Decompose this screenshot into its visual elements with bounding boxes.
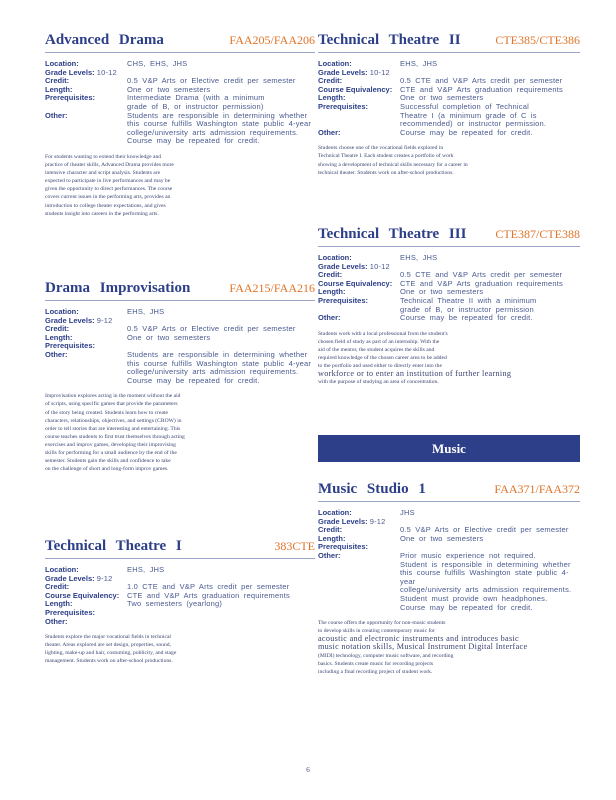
course-advanced-drama — [45, 32, 315, 218]
prerequisites-label: Prerequisites: — [318, 542, 369, 552]
other-value: Prior music experience not required. Student is responsible in determining whether this course fulfills Washington state public 4-year college/university arts admission requirements. Student must provide own headphones. Course may be repeated for credit. — [400, 550, 572, 612]
location-label: Location: — [318, 508, 352, 517]
prerequisites-label: Prerequisites: — [45, 93, 96, 103]
course-code: CTE387/CTE388 — [495, 227, 580, 241]
course-title: Technical Theatre I — [45, 538, 182, 554]
length-value: One or two semesters — [127, 332, 211, 342]
course-title: Technical Theatre II — [318, 32, 461, 48]
other-label: Other: — [318, 550, 341, 560]
credit-value: 0.5 V&P Arts or Elective credit per semester — [127, 324, 296, 334]
course-description: Students work with a local professional from the student's chosen field of study as part of an internship. With the aid of the mentor, the student acquires the skills and required knowledge of the chosen career area to be added to the portfolio and used either to directly enter into the workforce or to enter an institution of further learning with the purpose of studying an area of concentration. — [318, 330, 512, 386]
credit-label: Credit: — [318, 76, 343, 86]
length-label: Length: — [318, 533, 346, 543]
course-technical-theatre-3 — [318, 226, 580, 386]
location-label: Location: — [318, 253, 352, 262]
course-equivalency-label: Course Equivalency: — [318, 278, 393, 288]
course-fields — [318, 254, 580, 323]
length-value: One or two semesters — [400, 533, 484, 543]
length-value: One or two semesters — [400, 287, 484, 297]
length-label: Length: — [45, 332, 73, 342]
credit-value: 0.5 CTE and V&P Arts credit per semester — [400, 76, 563, 86]
course-fields — [45, 566, 315, 626]
length-label: Length: — [45, 599, 73, 609]
course-header — [318, 481, 580, 502]
course-code: FAA371/FAA372 — [494, 482, 580, 496]
course-equivalency-value: CTE and V&P Arts graduation requirements — [127, 590, 290, 600]
location-value: JHS — [400, 508, 415, 517]
credit-label: Credit: — [318, 270, 343, 280]
location-value: EHS, JHS — [127, 307, 165, 316]
section-header-music: Music — [318, 435, 580, 462]
prerequisites-label: Prerequisites: — [45, 341, 96, 351]
course-code: 383CTE — [274, 539, 315, 553]
course-title: Advanced Drama — [45, 32, 164, 48]
location-label: Location: — [45, 565, 79, 574]
other-value — [127, 618, 315, 627]
other-value: Students are responsible in determining whether this course fulfills Washington state public 4-year college/university arts admission requirements. Course may be repeated for credit. — [127, 349, 312, 385]
prerequisites-value: Successful completion of Technical Theatre I (a minimum grade of C is recommended) or instructor permission. — [400, 101, 547, 129]
course-title: Drama Improvisation — [45, 280, 191, 296]
course-header — [318, 32, 580, 53]
credit-label: Credit: — [45, 582, 70, 592]
course-fields — [45, 308, 315, 385]
course-title: Music Studio 1 — [318, 481, 426, 497]
other-label: Other: — [45, 349, 68, 359]
course-fields — [318, 60, 580, 137]
course-header — [45, 32, 315, 53]
location-label: Location: — [318, 59, 352, 68]
location-value: EHS, JHS — [400, 253, 438, 262]
location-label: Location: — [45, 59, 79, 68]
grade-levels-label: Grade Levels: 10-12 — [45, 67, 117, 77]
course-equivalency-label: Course Equivalency: — [318, 84, 393, 94]
grade-levels-label: Grade Levels: 9-12 — [45, 315, 113, 325]
other-value: Course may be repeated for credit. — [400, 313, 533, 323]
prerequisites-label: Prerequisites: — [318, 101, 369, 111]
prerequisites-value: Intermediate Drama (with a minimum grade of B, or instructor permission) — [127, 93, 265, 111]
length-value: Two semesters (yearlong) — [127, 599, 223, 609]
prerequisites-value: Technical Theatre II with a minimum grade of B, or instructor permission — [400, 295, 537, 314]
course-title: Technical Theatre III — [318, 226, 467, 242]
length-value: One or two semesters — [127, 84, 211, 94]
credit-value: 0.5 V&P Arts or Elective credit per semester — [127, 76, 296, 86]
course-technical-theatre-2 — [318, 32, 580, 177]
course-equivalency-value: CTE and V&P Arts graduation requirements — [400, 278, 563, 288]
course-music-studio-1 — [318, 481, 580, 676]
course-fields — [318, 509, 580, 612]
other-value: Students are responsible in determining whether this course fulfills Washington state public 4-year college/university arts admission requirements. Course may be repeated for credit. — [127, 110, 312, 146]
course-header — [45, 538, 315, 559]
course-fields — [45, 60, 315, 146]
other-label: Other: — [45, 616, 68, 626]
grade-levels-label: Grade Levels: 10-12 — [318, 261, 390, 271]
course-code: FAA205/FAA206 — [229, 33, 315, 47]
other-label: Other: — [318, 313, 341, 323]
prerequisites-label: Prerequisites: — [45, 607, 96, 617]
course-description: Students explore the major vocational fields in technical theater. Areas explored are set design, properties, sound, lighting, make-up and hair, costuming, publicity, and stage management. Students work on after-school productions. — [45, 634, 177, 665]
credit-value: 0.5 CTE and V&P Arts credit per semester — [400, 270, 563, 280]
length-value: One or two semesters — [400, 93, 484, 103]
course-drama-improvisation — [45, 280, 315, 473]
credit-value: 1.0 CTE and V&P Arts credit per semester — [127, 582, 290, 592]
course-header — [318, 226, 580, 247]
credit-label: Credit: — [318, 525, 343, 535]
course-description: Students choose one of the vocational fields explored in Technical Theatre I. Each student creates a portfolio of work showing a development of technical skills necessary for a career in technical theater. Students work on after-school productions. — [318, 145, 468, 176]
length-label: Length: — [318, 287, 346, 297]
other-label: Other: — [45, 110, 68, 120]
length-label: Length: — [318, 93, 346, 103]
prerequisites-value — [127, 609, 315, 618]
course-code: CTE385/CTE386 — [495, 33, 580, 47]
prerequisites-label: Prerequisites: — [318, 295, 369, 305]
location-value: EHS, JHS — [400, 59, 438, 68]
grade-levels-label: Grade Levels: 10-12 — [318, 67, 390, 77]
location-label: Location: — [45, 307, 79, 316]
course-equivalency-label: Course Equivalency: — [45, 590, 120, 600]
page-number: 6 — [306, 766, 310, 774]
other-value: Course may be repeated for credit. — [400, 127, 533, 137]
course-equivalency-value: CTE and V&P Arts graduation requirements — [400, 84, 563, 94]
course-description: For students wanting to extend their knowledge and practice of theater skills, Advanced Drama provides more intensive character and script analysis. Students are expected to participate in live performances and may be given the opportunity to direct performances. The course covers current issues in the performing arts, provides an introduction to college theater expectations, and gives students insight into careers in the performing arts. — [45, 153, 174, 217]
course-code: FAA215/FAA216 — [229, 281, 315, 295]
course-description: Improvisation explores acting in the moment without the aid of scripts, using specific games that provide the parameters of the story being created. Students learn how to create characters, relationships, objectives, and settings (CROW) in order to tell stories that are interesting and entertaining. This course teaches students to first trust themselves through acting exercises and improv games, developing their improvising skills for performing for a small audience by the end of the semester. Students gain the skills and confidence to take on the challenge of short and long-form improv games. — [45, 393, 185, 473]
course-technical-theatre-1 — [45, 538, 315, 666]
course-header — [45, 280, 315, 301]
location-value: CHS, EHS, JHS — [127, 59, 188, 68]
credit-label: Credit: — [45, 76, 70, 86]
length-label: Length: — [45, 84, 73, 94]
grade-levels-label: Grade Levels: 9-12 — [45, 573, 113, 583]
grade-levels-label: Grade Levels: 9-12 — [318, 516, 386, 526]
location-value: EHS, JHS — [127, 565, 165, 574]
credit-label: Credit: — [45, 324, 70, 334]
course-description: The course offers the opportunity for non-music students to develop skills in creating contemporary music for acoustic and electronic instruments and introduces basic music notation skills, Musical Instrument Digital Interface (MIDI) technology, computer music software, and recording basics. Students create music for recording projects including a final recording project of student work. — [318, 620, 528, 675]
credit-value: 0.5 V&P Arts or Elective credit per semester — [400, 525, 569, 535]
other-label: Other: — [318, 127, 341, 137]
